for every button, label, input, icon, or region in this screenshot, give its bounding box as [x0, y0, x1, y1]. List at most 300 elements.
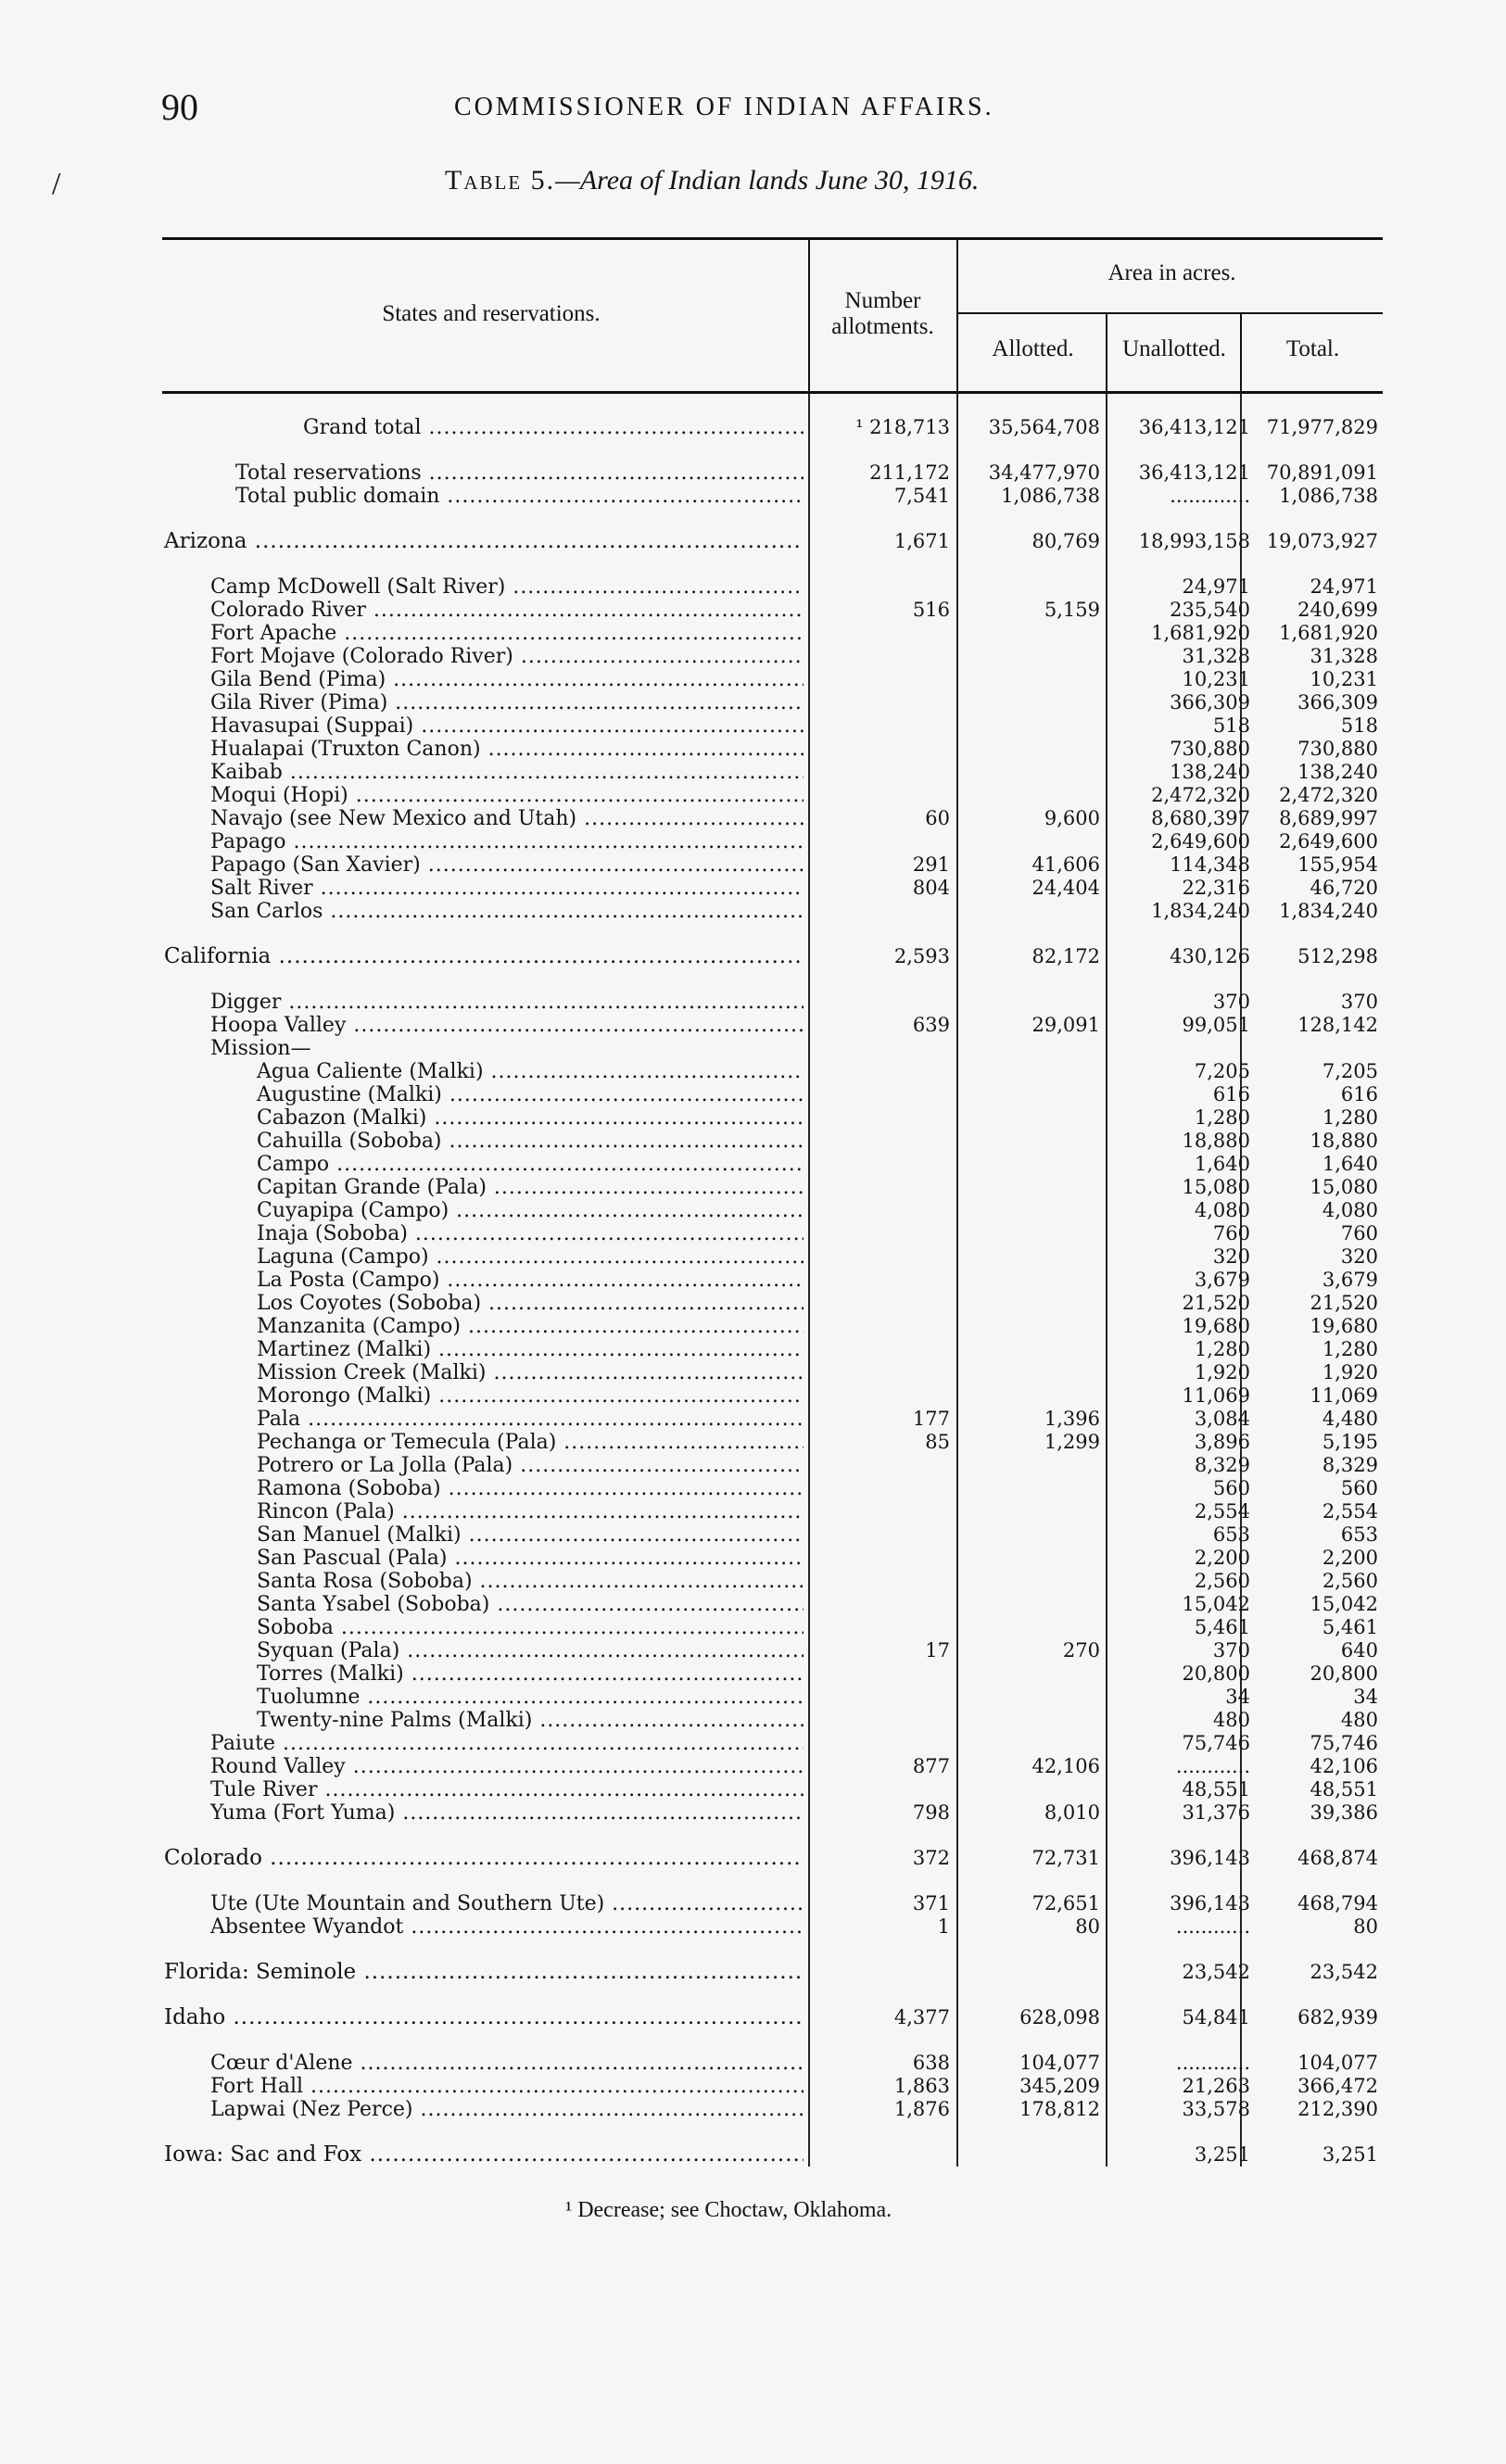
row-label: Absentee Wyandot ..... [162, 1915, 804, 1939]
row-label: Ute (Ute Mountain and Southern Ute) ..... [162, 1892, 804, 1915]
row-label: Cuyapipa (Campo) ..... [162, 1199, 804, 1222]
row-gap [162, 508, 1383, 530]
cell-total: 653 [1340, 1523, 1378, 1546]
cell-total: 128,142 [1297, 1014, 1378, 1036]
row-label: Florida: Seminole ..... [162, 1961, 804, 1984]
table-row [162, 1106, 1383, 1130]
cell-allotments: 291 [912, 853, 950, 876]
cell-unallotted: 370 [1212, 1639, 1250, 1662]
cell-allotted: 104,077 [1019, 2052, 1100, 2074]
cell-total: 560 [1340, 1477, 1378, 1499]
row-label: Pala ..... [162, 1408, 804, 1431]
cell-unallotted: 22,316 [1182, 877, 1250, 899]
row-label: Colorado River ..... [162, 599, 804, 622]
cell-total: 1,280 [1322, 1338, 1378, 1360]
table-row [162, 1037, 1383, 1060]
table-row [162, 1616, 1383, 1639]
cell-unallotted: 760 [1212, 1222, 1250, 1245]
cell-unallotted: 18,993,158 [1138, 530, 1250, 552]
cell-total: 240,699 [1297, 599, 1378, 621]
cell-total: 1,640 [1322, 1153, 1378, 1175]
cell-unallotted: 2,200 [1194, 1547, 1250, 1569]
row-gap [162, 1939, 1383, 1961]
cell-unallotted: 75,746 [1182, 1732, 1250, 1754]
row-label: Lapwai (Nez Perce) ..... [162, 2098, 804, 2121]
row-label: La Posta (Campo) ..... [162, 1269, 804, 1292]
cell-allotted: 35,564,708 [988, 416, 1100, 438]
table-label: Table 5. [445, 165, 556, 196]
cell-allotted: 82,172 [1031, 945, 1100, 967]
row-gap [162, 439, 1383, 461]
table-row [162, 1338, 1383, 1361]
cell-allotted: 72,651 [1031, 1892, 1100, 1914]
table-row [162, 645, 1383, 668]
row-label: Morongo (Malki) ..... [162, 1384, 804, 1408]
row-label: Arizona ..... [162, 530, 804, 553]
cell-allotted: 41,606 [1031, 853, 1100, 876]
table-title: —Area of Indian lands June 30, 1916. [555, 165, 980, 196]
cell-total: 1,086,738 [1279, 485, 1378, 507]
cell-allotments: 371 [912, 1892, 950, 1914]
cell-allotted: 42,106 [1031, 1755, 1100, 1777]
cell-total: 138,240 [1297, 761, 1378, 783]
cell-allotted: 1,086,738 [1001, 485, 1100, 507]
cell-allotments: 177 [912, 1408, 950, 1430]
row-label: Inaja (Soboba) ..... [162, 1222, 804, 1245]
cell-unallotted: 31,376 [1182, 1801, 1250, 1824]
cell-unallotted: ............. [1170, 485, 1250, 507]
cell-total: 21,520 [1310, 1292, 1378, 1314]
table-row [162, 1153, 1383, 1176]
cell-total: 104,077 [1297, 2052, 1378, 2074]
row-label: Navajo (see New Mexico and Utah) ..... [162, 807, 804, 830]
cell-total: 730,880 [1297, 738, 1378, 760]
table-row [162, 1431, 1383, 1454]
table-row [162, 575, 1383, 599]
table-row [162, 877, 1383, 900]
table-row [162, 853, 1383, 877]
cell-unallotted: 23,542 [1182, 1961, 1250, 1983]
cell-total: 1,920 [1322, 1361, 1378, 1384]
cell-total: 518 [1340, 714, 1378, 737]
page-number: 90 [161, 86, 198, 128]
row-label: Los Coyotes (Soboba) ..... [162, 1292, 804, 1315]
table-row [162, 2052, 1383, 2075]
cell-total: 10,231 [1310, 668, 1378, 690]
cell-total: 320 [1340, 1245, 1378, 1268]
table-row [162, 2098, 1383, 2121]
header-divider [1106, 314, 1107, 391]
table-row [162, 1639, 1383, 1662]
table-body [162, 394, 1383, 2167]
cell-unallotted: 2,649,600 [1151, 830, 1250, 853]
table-row [162, 668, 1383, 691]
row-label: Cœur d'Alene ..... [162, 2052, 804, 2075]
row-label: Agua Caliente (Malki) ..... [162, 1060, 804, 1083]
cell-allotted: 80 [1075, 1915, 1100, 1938]
header-unallotted: Unallotted. [1122, 336, 1226, 361]
table-row [162, 761, 1383, 784]
table-row [162, 1130, 1383, 1153]
table-caption [445, 165, 979, 196]
cell-allotments: 1,671 [893, 530, 950, 552]
table-row [162, 945, 1383, 968]
cell-allotted: 24,404 [1031, 877, 1100, 899]
cell-total: 2,200 [1322, 1547, 1378, 1569]
table-row [162, 1961, 1383, 1984]
table-row [162, 1222, 1383, 1245]
table-row [162, 1199, 1383, 1222]
cell-unallotted: 1,681,920 [1151, 622, 1250, 644]
table-row [162, 1315, 1383, 1338]
cell-allotted: 1,299 [1044, 1431, 1100, 1453]
row-label: Digger ..... [162, 991, 804, 1014]
cell-allotted: 72,731 [1031, 1847, 1100, 1869]
cell-total: 80 [1353, 1915, 1378, 1938]
table-row [162, 1384, 1383, 1408]
row-gap [162, 2029, 1383, 2052]
cell-allotments: 1,876 [893, 2098, 950, 2120]
cell-unallotted: 21,263 [1182, 2075, 1250, 2097]
cell-total: 512,298 [1297, 945, 1378, 967]
cell-unallotted: 21,520 [1182, 1292, 1250, 1314]
cell-total: 19,073,927 [1266, 530, 1378, 552]
table-row [162, 485, 1383, 508]
table-row [162, 530, 1383, 553]
cell-allotted: 178,812 [1019, 2098, 1100, 2120]
cell-allotted: 9,600 [1044, 807, 1100, 829]
row-label: Total reservations ..... [162, 461, 804, 485]
cell-total: 23,542 [1310, 1961, 1378, 1983]
cell-total: 7,205 [1322, 1060, 1378, 1082]
cell-allotments: 7,541 [893, 485, 950, 507]
cell-total: 24,971 [1310, 575, 1378, 598]
cell-unallotted: 18,880 [1182, 1130, 1250, 1152]
table-row [162, 599, 1383, 622]
row-gap [162, 1984, 1383, 2006]
cell-unallotted: 114,348 [1170, 853, 1250, 876]
cell-allotments: 639 [912, 1014, 950, 1036]
header-divider [1240, 314, 1242, 391]
running-head: COMMISSIONER OF INDIAN AFFAIRS. [454, 93, 994, 121]
cell-unallotted: 138,240 [1170, 761, 1250, 783]
cell-unallotted: 11,069 [1182, 1384, 1250, 1407]
table-row [162, 1915, 1383, 1939]
cell-unallotted: 99,051 [1182, 1014, 1250, 1036]
table-row [162, 807, 1383, 830]
cell-total: 70,891,091 [1266, 461, 1378, 484]
table-row [162, 1408, 1383, 1431]
cell-unallotted: 366,309 [1170, 691, 1250, 714]
cell-unallotted: 33,578 [1182, 2098, 1250, 2120]
cell-unallotted: 2,554 [1194, 1500, 1250, 1523]
table-row [162, 1593, 1383, 1616]
cell-allotments: 4,377 [893, 2006, 950, 2028]
row-label: Hualapai (Truxton Canon) ..... [162, 738, 804, 761]
cell-unallotted: 370 [1212, 991, 1250, 1013]
cell-allotments: 372 [912, 1847, 950, 1869]
cell-unallotted: 1,280 [1194, 1106, 1250, 1129]
table-row [162, 1454, 1383, 1477]
row-label: Havasupai (Suppai) ..... [162, 714, 804, 738]
row-label: Grand total ..... [162, 416, 804, 439]
cell-unallotted: 396,143 [1170, 1892, 1250, 1914]
cell-allotments: 60 [925, 807, 950, 829]
table-row [162, 1014, 1383, 1037]
cell-allotted: 345,209 [1019, 2075, 1100, 2097]
table-header [162, 240, 1383, 394]
header-area: Area in acres. [1107, 260, 1236, 285]
table-row [162, 1083, 1383, 1106]
cell-unallotted: 2,560 [1194, 1570, 1250, 1592]
row-label: Torres (Malki) ..... [162, 1662, 804, 1686]
cell-unallotted: 19,680 [1182, 1315, 1250, 1337]
cell-total: 682,939 [1297, 2006, 1378, 2028]
cell-unallotted: 36,413,121 [1138, 416, 1250, 438]
cell-total: 31,328 [1310, 645, 1378, 667]
cell-total: 34 [1353, 1686, 1378, 1708]
row-label: Moqui (Hopi) ..... [162, 784, 804, 807]
cell-total: 20,800 [1310, 1662, 1378, 1685]
cell-total: 3,679 [1322, 1269, 1378, 1291]
row-label: Mission Creek (Malki) ..... [162, 1361, 804, 1384]
table-row [162, 1732, 1383, 1755]
row-label: Fort Hall ..... [162, 2075, 804, 2098]
row-label: Iowa: Sac and Fox ..... [162, 2143, 804, 2167]
cell-total: 2,472,320 [1279, 784, 1378, 806]
table-row [162, 714, 1383, 738]
cell-unallotted: 31,328 [1182, 645, 1250, 667]
row-label: Gila River (Pima) ..... [162, 691, 804, 714]
cell-total: 616 [1340, 1083, 1378, 1106]
cell-total: 366,309 [1297, 691, 1378, 714]
cell-allotments: 516 [912, 599, 950, 621]
cell-total: 2,560 [1322, 1570, 1378, 1592]
table-row [162, 1361, 1383, 1384]
cell-unallotted: 1,920 [1194, 1361, 1250, 1384]
cell-unallotted: 560 [1212, 1477, 1250, 1499]
row-label: Santa Rosa (Soboba) ..... [162, 1570, 804, 1593]
row-label: Manzanita (Campo) ..... [162, 1315, 804, 1338]
cell-total: 19,680 [1310, 1315, 1378, 1337]
row-label: Cabazon (Malki) ..... [162, 1106, 804, 1130]
row-label: Total public domain ..... [162, 485, 804, 508]
row-label: Yuma (Fort Yuma) ..... [162, 1801, 804, 1825]
cell-unallotted: 10,231 [1182, 668, 1250, 690]
table-row [162, 461, 1383, 485]
cell-total: 2,649,600 [1279, 830, 1378, 853]
header-divider [956, 240, 958, 391]
cell-total: 48,551 [1310, 1778, 1378, 1801]
cell-unallotted: 20,800 [1182, 1662, 1250, 1685]
table-row [162, 2143, 1383, 2167]
cell-total: 75,746 [1310, 1732, 1378, 1754]
cell-unallotted: 15,042 [1182, 1593, 1250, 1615]
cell-unallotted: 8,329 [1194, 1454, 1250, 1476]
row-label: Papago (San Xavier) ..... [162, 853, 804, 877]
row-label: Paiute ..... [162, 1732, 804, 1755]
cell-unallotted: 7,205 [1194, 1060, 1250, 1082]
row-label: Idaho ..... [162, 2006, 804, 2029]
header-total: Total. [1285, 336, 1340, 361]
table-row [162, 1477, 1383, 1500]
table-row [162, 1547, 1383, 1570]
row-gap [162, 968, 1383, 991]
cell-allotments: 638 [912, 2052, 950, 2074]
table-row [162, 1755, 1383, 1778]
header-states: States and reservations. [382, 301, 601, 326]
cell-allotted: 8,010 [1044, 1801, 1100, 1824]
cell-unallotted: ............ [1175, 1755, 1250, 1777]
table-row [162, 784, 1383, 807]
row-label: Augustine (Malki) ..... [162, 1083, 804, 1106]
cell-unallotted: 54,841 [1182, 2006, 1250, 2028]
table-row [162, 830, 1383, 853]
cell-total: 4,080 [1322, 1199, 1378, 1221]
table-row [162, 1500, 1383, 1523]
row-label: Fort Mojave (Colorado River) ..... [162, 645, 804, 668]
table-row [162, 1269, 1383, 1292]
table-row [162, 900, 1383, 923]
cell-unallotted: ............ [1175, 2052, 1250, 2074]
cell-allotments: 2,593 [893, 945, 950, 967]
header-divider [808, 240, 810, 391]
table-row [162, 1801, 1383, 1825]
header-allotted: Allotted. [992, 336, 1074, 361]
row-label: Martinez (Malki) ..... [162, 1338, 804, 1361]
row-label: Hoopa Valley ..... [162, 1014, 804, 1037]
table-row [162, 2075, 1383, 2098]
cell-allotments: 804 [912, 877, 950, 899]
cell-total: 370 [1340, 991, 1378, 1013]
table-row [162, 1847, 1383, 1870]
row-label: Kaibab ..... [162, 761, 804, 784]
cell-total: 8,329 [1322, 1454, 1378, 1476]
cell-unallotted: 15,080 [1182, 1176, 1250, 1198]
table-row [162, 691, 1383, 714]
cell-unallotted: 320 [1212, 1245, 1250, 1268]
cell-unallotted: 8,680,397 [1151, 807, 1250, 829]
cell-allotted: 1,396 [1044, 1408, 1100, 1430]
cell-allotments: 798 [912, 1801, 950, 1824]
cell-total: 71,977,829 [1266, 416, 1378, 438]
row-label: Potrero or La Jolla (Pala) ..... [162, 1454, 804, 1477]
row-gap [162, 394, 1383, 416]
cell-allotted: 5,159 [1044, 599, 1100, 621]
row-label: Tule River ..... [162, 1778, 804, 1801]
row-label: Round Valley ..... [162, 1755, 804, 1778]
cell-unallotted: 235,540 [1170, 599, 1250, 621]
table-row [162, 1686, 1383, 1709]
cell-total: 15,080 [1310, 1176, 1378, 1198]
table-row [162, 1060, 1383, 1083]
cell-total: 480 [1340, 1709, 1378, 1731]
cell-unallotted: 1,640 [1194, 1153, 1250, 1175]
cell-allotted: 34,477,970 [988, 461, 1100, 484]
cell-total: 42,106 [1310, 1755, 1378, 1777]
cell-total: 8,689,997 [1279, 807, 1378, 829]
table-row [162, 991, 1383, 1014]
cell-total: 640 [1340, 1639, 1378, 1662]
table-row [162, 416, 1383, 439]
cell-total: 468,874 [1297, 1847, 1378, 1869]
cell-unallotted: 5,461 [1194, 1616, 1250, 1638]
row-label: Colorado ..... [162, 1847, 804, 1870]
cell-total: 11,069 [1310, 1384, 1378, 1407]
cell-unallotted: 2,472,320 [1151, 784, 1250, 806]
row-label: Papago ..... [162, 830, 804, 853]
cell-unallotted: 36,413,121 [1138, 461, 1250, 484]
cell-allotted: 628,098 [1019, 2006, 1100, 2028]
row-label: San Carlos ..... [162, 900, 804, 923]
cell-total: 3,251 [1322, 2143, 1378, 2166]
cell-allotments: ¹ 218,713 [855, 416, 950, 438]
row-gap [162, 1825, 1383, 1847]
cell-allotments: 211,172 [869, 461, 950, 484]
row-label: Fort Apache ..... [162, 622, 804, 645]
cell-allotted: 29,091 [1031, 1014, 1100, 1036]
cell-unallotted: 3,251 [1194, 2143, 1250, 2166]
cell-unallotted: 518 [1212, 714, 1250, 737]
cell-total: 15,042 [1310, 1593, 1378, 1615]
cell-total: 468,794 [1297, 1892, 1378, 1914]
row-gap [162, 553, 1383, 575]
row-label: San Pascual (Pala) ..... [162, 1547, 804, 1570]
row-label: Rincon (Pala) ..... [162, 1500, 804, 1523]
cell-unallotted: 3,084 [1194, 1408, 1250, 1430]
cell-unallotted: 396,143 [1170, 1847, 1250, 1869]
row-label: Mission— [210, 1037, 311, 1060]
cell-allotments: 1,863 [893, 2075, 950, 2097]
row-label: Camp McDowell (Salt River) ..... [162, 575, 804, 599]
cell-total: 1,681,920 [1279, 622, 1378, 644]
header-number: Number allotments. [831, 288, 934, 339]
cell-total: 366,472 [1297, 2075, 1378, 2097]
table-row [162, 1292, 1383, 1315]
row-label: San Manuel (Malki) ..... [162, 1523, 804, 1547]
table-row [162, 2006, 1383, 2029]
cell-allotments: 877 [912, 1755, 950, 1777]
row-label: Cahuilla (Soboba) ..... [162, 1130, 804, 1153]
row-label: Twenty-nine Palms (Malki) ..... [162, 1709, 804, 1732]
cell-allotments: 1 [937, 1915, 950, 1938]
cell-unallotted: 730,880 [1170, 738, 1250, 760]
cell-total: 4,480 [1322, 1408, 1378, 1430]
margin-mark: / [52, 167, 61, 201]
cell-total: 18,880 [1310, 1130, 1378, 1152]
cell-total: 5,461 [1322, 1616, 1378, 1638]
table-row [162, 1778, 1383, 1801]
table-row [162, 1662, 1383, 1686]
cell-total: 212,390 [1297, 2098, 1378, 2120]
cell-unallotted: 4,080 [1194, 1199, 1250, 1221]
cell-total: 5,195 [1322, 1431, 1378, 1453]
table-row [162, 738, 1383, 761]
cell-unallotted: 1,834,240 [1151, 900, 1250, 922]
cell-unallotted: 3,679 [1194, 1269, 1250, 1291]
row-label: Laguna (Campo) ..... [162, 1245, 804, 1269]
cell-unallotted: 653 [1212, 1523, 1250, 1546]
row-label: California ..... [162, 945, 804, 968]
cell-unallotted: 480 [1212, 1709, 1250, 1731]
row-label: Pechanga or Temecula (Pala) ..... [162, 1431, 804, 1454]
table-row [162, 1176, 1383, 1199]
cell-unallotted: 616 [1212, 1083, 1250, 1106]
cell-total: 39,386 [1310, 1801, 1378, 1824]
row-label: Santa Ysabel (Soboba) ..... [162, 1593, 804, 1616]
row-gap [162, 923, 1383, 945]
cell-total: 1,834,240 [1279, 900, 1378, 922]
